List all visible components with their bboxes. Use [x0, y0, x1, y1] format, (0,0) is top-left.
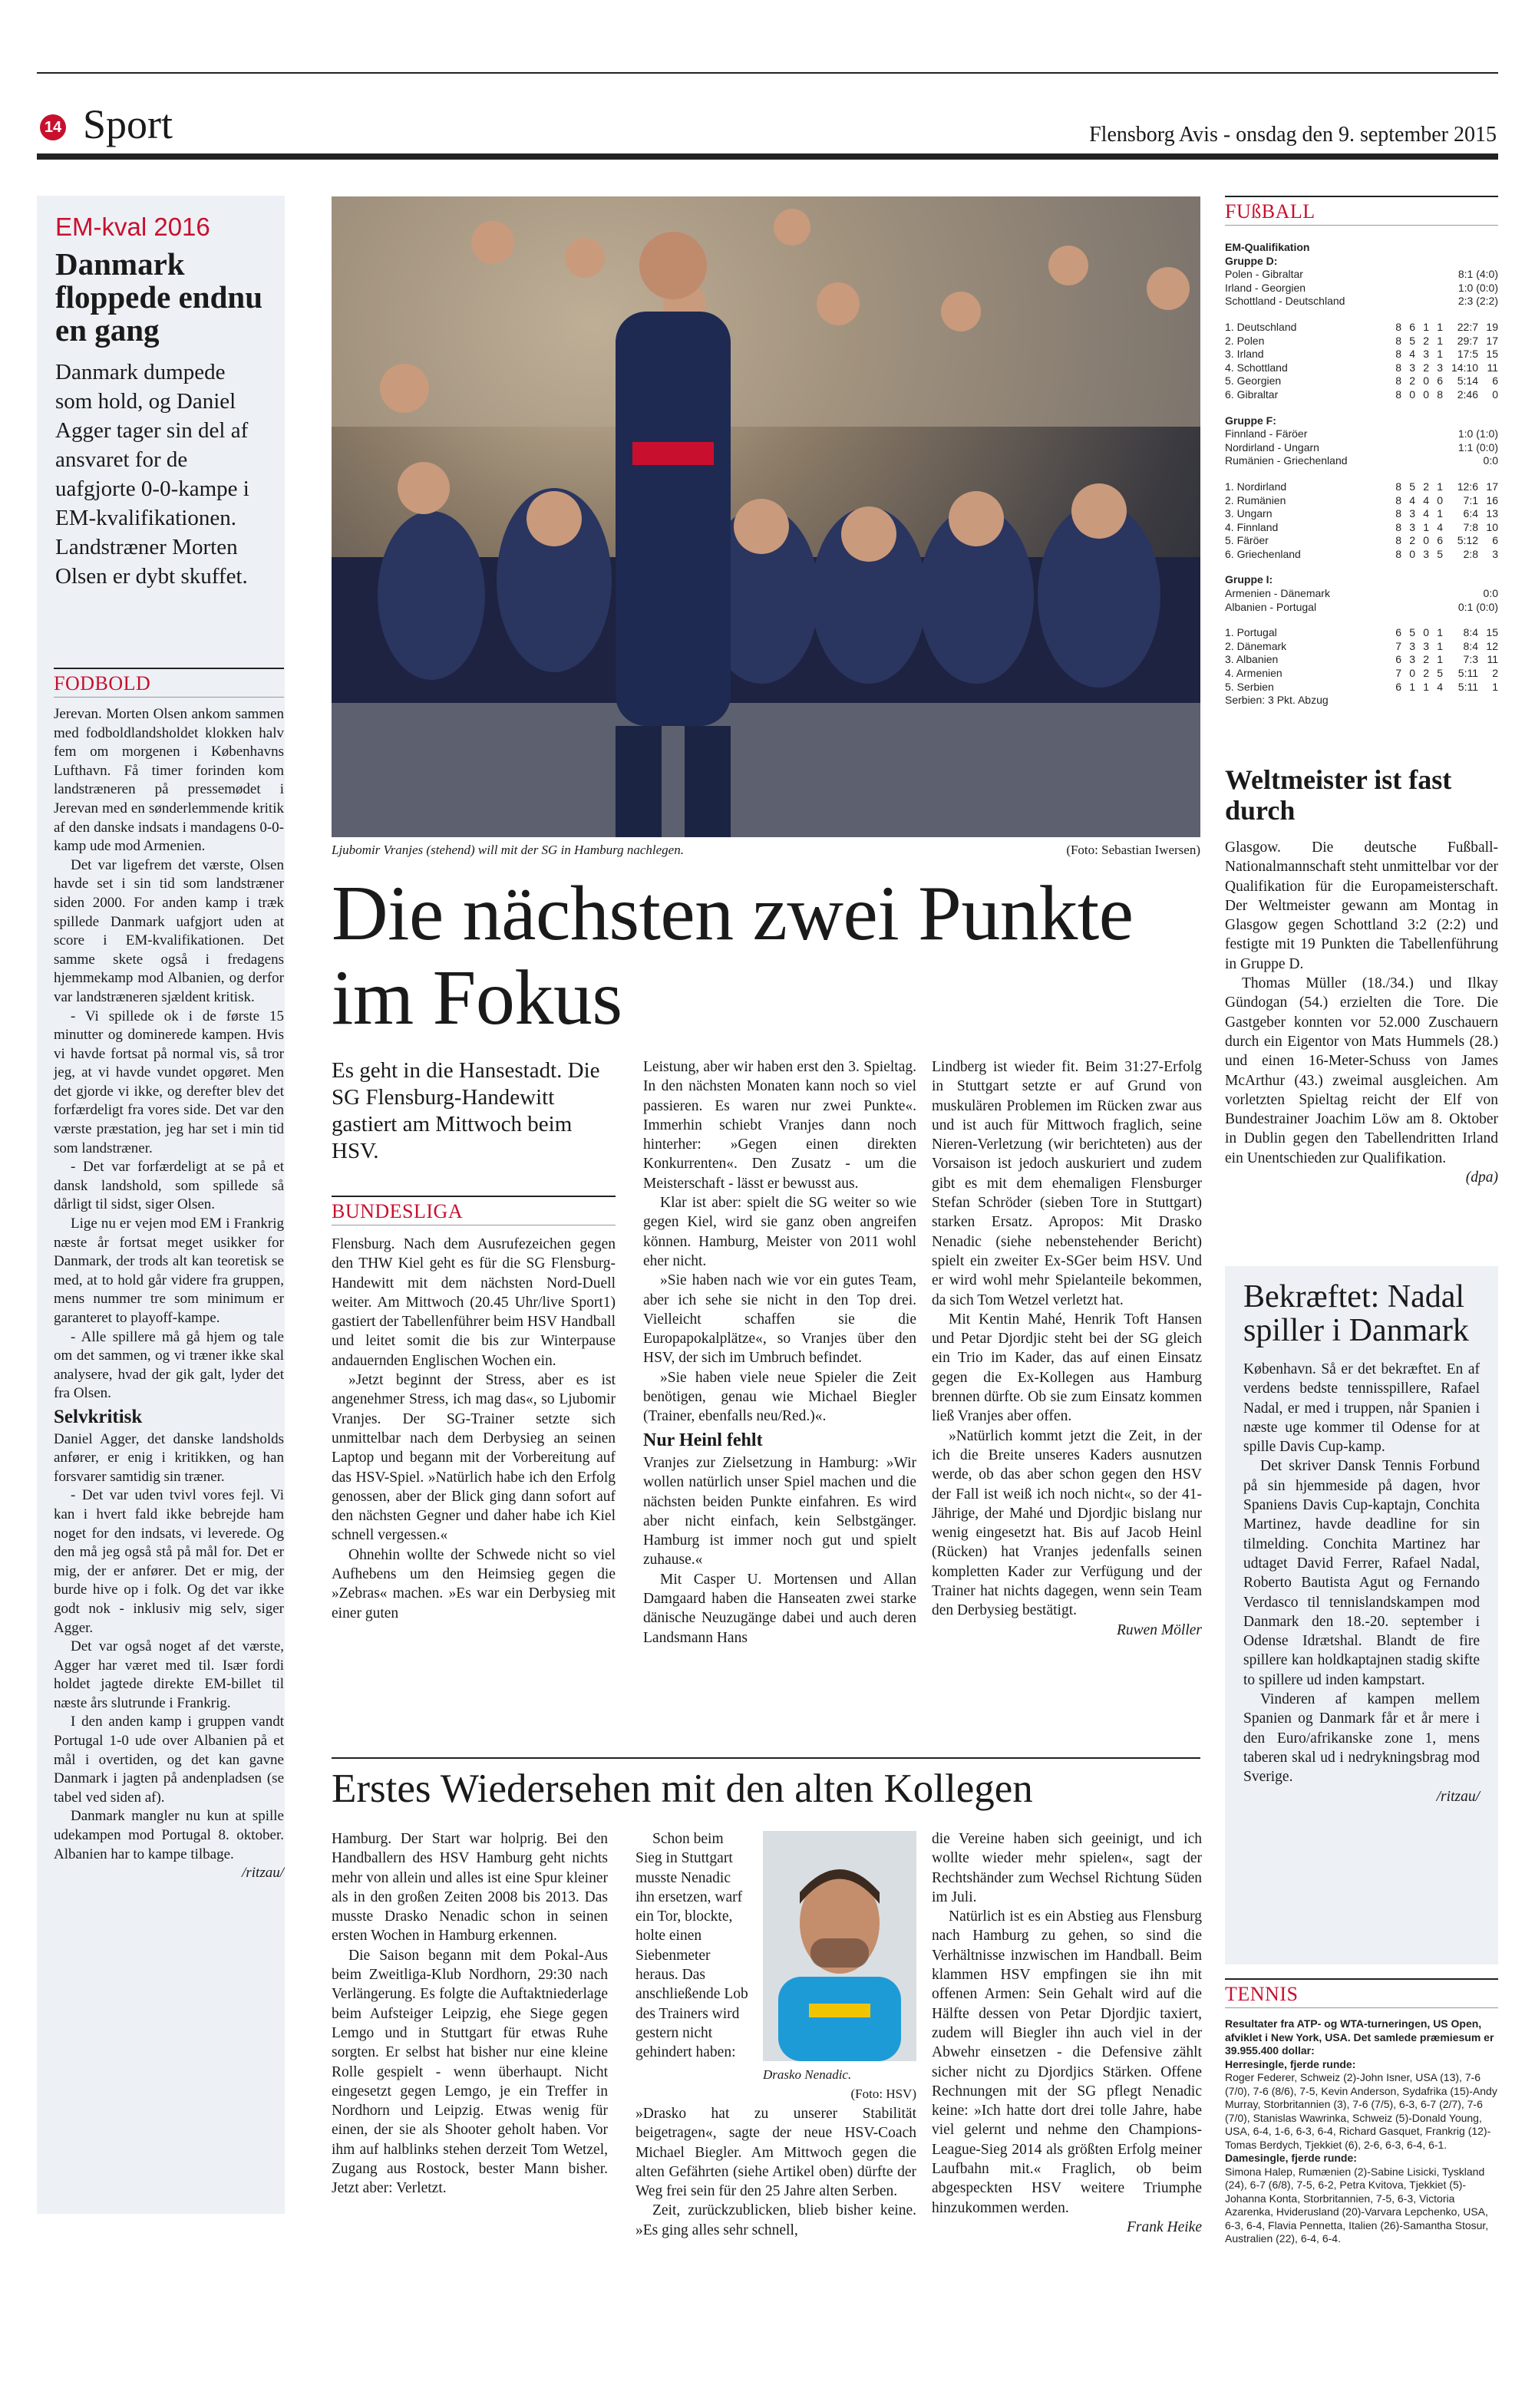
table-cell: 13: [1486, 507, 1498, 520]
table-cell: 0: [1423, 388, 1429, 401]
tennis-section-label: TENNIS: [1225, 1978, 1498, 2008]
table-cell: 12: [1486, 639, 1498, 652]
results-title: EM-Qualifikation: [1225, 241, 1310, 253]
main-col-3: [932, 1057, 1202, 1640]
table-cell: 5: [1437, 667, 1443, 680]
match-row: [1225, 427, 1498, 441]
match-score: 1:0 (1:0): [1457, 427, 1498, 440]
team-name: 2. Polen: [1225, 334, 1265, 347]
paragraph: København. Så er det bekræftet. En af verdens bedste tennisspillere, Rafael Nadal, er med i truppen, når Spanien i næste uge kommer til Odense for at spille Davis Cup-kamp.: [1243, 1361, 1480, 1456]
match-score: 0:0: [1483, 587, 1498, 600]
paragraph: Glasgow. Die deutsche Fußball-Nationalmannschaft steht unmittelbar vor der Qualifikation für die Europameisterschaft. Der Weltmeister gewann am Montag in Glasgow gegen Schottland 3:2 (2:2) und festigte mit 19 Punkten die Tabellenführung in Gruppe D.: [1225, 840, 1498, 972]
table-cell: 5:14: [1457, 374, 1478, 388]
table-cell: 1: [1423, 520, 1429, 533]
table-cell: 29:7: [1457, 334, 1478, 347]
table-cell: 5: [1437, 547, 1443, 560]
table-row: [1225, 480, 1498, 494]
team-name: 6. Griechenland: [1225, 547, 1301, 560]
table-row: [1225, 321, 1498, 335]
table-cell: 2: [1423, 361, 1429, 374]
sidebar-lead: Danmark dumpede som hold, og Daniel Agger tager sin del af ansvaret for de uafgjorte 0-0-kampe i EM-kvalifikationen. Landstræner Morten Olsen er dybt skuffet.: [55, 360, 249, 589]
nadal-box: [1225, 1266, 1498, 1964]
match-row: [1225, 441, 1498, 455]
match-score: 1:0 (0:0): [1457, 281, 1498, 294]
table-cell: 2: [1409, 534, 1415, 547]
main-lead: Es geht in die Hansestadt. Die SG Flensburg-Handewitt gastiert am Mittwoch beim HSV.: [332, 1058, 600, 1163]
table-row: [1225, 507, 1498, 521]
paragraph: Danmark mangler nu kun at spille udekampen mod Portugal 8. oktober. Albanien har to kampe tilbage.: [54, 1808, 284, 1862]
paragraph: »Jetzt beginnt der Stress, aber es ist angenehmer Stress, ich mag das«, so Ljubomir Vranjes. Der SG-Trainer setzte sich unmittelbar nach dem Derbysieg an seinen Laptop und begann mit der Vorbereitung auf das HSV-Spiel. »Natürlich habe ich den Erfolg genossen, aber der Blick ging dann sofort auf den nächsten Gegner und daher habe ich Kiel schnell vergessen.«: [332, 1372, 616, 1544]
second-col-2-top: [635, 1829, 751, 2063]
table-cell: 5: [1409, 480, 1415, 493]
table-cell: 1: [1409, 680, 1415, 693]
table-cell: 6:4: [1463, 507, 1478, 520]
paragraph: Ohnehin wollte der Schwede nicht so viel Aufhebens um den Heimsieg gegen die »Zebras« machen. »Es war ein Derbysieg mit einer guten: [332, 1546, 616, 1621]
match-teams: Nordirland - Ungarn: [1225, 440, 1319, 454]
paragraph: I den anden kamp i gruppen vandt Portugal 1-0 ude over Albanien på et mål i overtiden, og det kan gavne Danmark i jagten på andenpladsen (se tabel ved siden af).: [54, 1714, 284, 1806]
second-col-1: [332, 1829, 608, 2199]
header-rule: [37, 153, 1498, 160]
page-number-badge: 14: [40, 114, 66, 140]
table-cell: 0: [1409, 667, 1415, 680]
table-cell: 5:11: [1457, 667, 1478, 680]
table-cell: 6: [1395, 626, 1401, 639]
table-cell: 7:1: [1463, 493, 1478, 506]
paragraph: Mit Kentin Mahé, Henrik Toft Hansen und Petar Djordjic steht bei der SG gleich ein Trio im Kader, das auf einen Einsatz gegen die Ex-Kollegen aus Hamburg brennen dürfte. Ob sie zum Einsatz kommen ließ Vranjes aber offen.: [932, 1311, 1202, 1425]
sidebar-section-label: FODBOLD: [54, 668, 284, 698]
table-cell: 1: [1437, 348, 1443, 361]
paragraph: Jerevan. Morten Olsen ankom sammen med fodboldlandsholdet klokken halv fem om morgenen i Københavns Lufthavn. Få timer forinden kom landstræneren på pressemødet i Jerevan med en sønderlemmende kritik af den danske indsats i mandagens 0-0-kamp ude mod Armenien.: [54, 706, 284, 855]
match-teams: Albanien - Portugal: [1225, 600, 1317, 613]
table-cell: 3: [1409, 520, 1415, 533]
table-cell: 7:8: [1463, 520, 1478, 533]
table-cell: 1: [1437, 480, 1443, 493]
match-score: 8:1 (4:0): [1457, 268, 1498, 281]
match-row: [1225, 587, 1498, 601]
table-cell: 3: [1492, 547, 1498, 560]
table-cell: 8: [1395, 480, 1401, 493]
table-cell: 3: [1423, 348, 1429, 361]
match-teams: Finnland - Färöer: [1225, 427, 1308, 440]
paragraph: Mit Casper U. Mortensen und Allan Damgaard haben die Hanseaten zwei starke dänische Neuzugänge dabei und auch deren Landsmann Hans: [643, 1571, 916, 1646]
tennis-men-heading: Herresingle, fjerde runde:: [1225, 2057, 1356, 2070]
table-cell: 4: [1409, 348, 1415, 361]
table-cell: 12:6: [1457, 480, 1478, 493]
paragraph: Lige nu er vejen mod EM i Frankrig næste år fortsat meget usikker for Danmark, der trods alt kan teoretisk se med, at to hold går videre fra gruppen, mens nummer tre som minimum er garanteret to playoff-kampe.: [54, 1216, 284, 1326]
table-cell: 3: [1437, 361, 1443, 374]
match-row: [1225, 282, 1498, 295]
team-bench-photo-illustration: [332, 196, 1200, 837]
table-cell: 5: [1409, 334, 1415, 347]
tennis-men-results: Roger Federer, Schweiz (2)-John Isner, USA (13), 7-6 (7/0), 7-6 (8/6), 7-5, Kevin Anderson, Sydafrika (15)-Andy Murray, Storbritannien (3), 7-6 (7/5), 6-3, 6-7 (2/7), 7-6 (7/0), Stanislas Wawrinka, Schweiz (5)-Donald Young, USA, 6-4, 1-6, 6-3, 6-4, Richard Gasquet, Frankrig (12)-Tomas Berdych, Tjekkiet (6), 2-6, 6-3, 6-4, 6-1.: [1225, 2071, 1497, 2151]
table-cell: 8: [1395, 507, 1401, 520]
paragraph: Schon beim Sieg in Stuttgart musste Nenadic ihn ersetzen, warf ein Tor, blockte, holte einen Siebenmeter heraus. Das anschließende Lob des Trainers wird gestern nicht gehindert haben:: [635, 1831, 748, 2061]
paragraph: - Det var uden tvivl vores fejl. Vi kan i hvert fald ikke bebrejde ham noget for den indsats, vi leverede. Og den må jeg også stå på mål for. Det er mig, der er anfører. Det er mig, der burde hive op i folk. Og det var ikke godt nok - inklusiv mig selv, siger Agger.: [54, 1487, 284, 1636]
table-cell: 2: [1423, 334, 1429, 347]
table-cell: 16: [1486, 493, 1498, 506]
match-row: [1225, 601, 1498, 615]
paragraph: Det var også noget af det værste, Agger har været med til. Især fordi holdet jagtede direkte EM-billet til næste års slutrunde i Frankrig.: [54, 1638, 284, 1711]
table-cell: 19: [1486, 320, 1498, 333]
main-section-label: BUNDESLIGA: [332, 1196, 616, 1225]
match-score: 0:0: [1483, 454, 1498, 467]
match-score: 2:3 (2:2): [1457, 295, 1498, 308]
paragraph: Vinderen af kampen mellem Spanien og Danmark får et år mere i den Euro/afrikanske zone 1, mens taberen skal ud i nedrykningsbrag mod Sverige.: [1243, 1691, 1480, 1786]
table-row: [1225, 640, 1498, 654]
table-cell: 17: [1486, 334, 1498, 347]
group-name: Gruppe D:: [1225, 254, 1278, 267]
results-section-label: FUßBALL: [1225, 196, 1498, 226]
table-cell: 6: [1492, 374, 1498, 388]
table-row: [1225, 667, 1498, 681]
table-cell: 8: [1395, 334, 1401, 347]
table-cell: 1: [1492, 680, 1498, 693]
table-cell: 5:11: [1457, 680, 1478, 693]
table-cell: 0: [1423, 534, 1429, 547]
paragraph: Die Saison begann mit dem Pokal-Aus beim Zweitliga-Klub Nordhorn, 29:30 nach Verlängerung. Es folgte die Auftaktniederlage beim Aufsteiger Leipzig, ehe Siege gegen Lemgo und in Stuttgart für etwas Ruhe sorgten. Er selbst hat bisher nur eine kleine Rolle gespielt - wenn überhaupt. Nicht eingesetzt gegen Lemgo, je ein Treffer in Nordhorn und Leipzig. Etwas wenig für einen, der sie als Shooter geholt haben. Vor ihm auf halblinks stehen derzeit Tom Wetzel, Zugang aus Rostock, bester Mann bisher. Jetzt aber: Verletzt.: [332, 1947, 608, 2197]
paragraph: »Sie haben nach wie vor ein gutes Team, aber ich sehe sie nicht in den Top drei. Vielleicht schaffen sie die Europapokalplätze«, so Vranjes über den HSV, der sich im Umbruch befindet.: [643, 1272, 916, 1367]
table-cell: 8:4: [1463, 626, 1478, 639]
table-cell: 3: [1423, 639, 1429, 652]
table-cell: 17:5: [1457, 348, 1478, 361]
main-headline: Die nächsten zwei Punkte im Fokus: [332, 870, 1134, 1041]
team-name: 5. Färöer: [1225, 534, 1269, 547]
table-cell: 1: [1437, 507, 1443, 520]
paragraph: Det skriver Dansk Tennis Forbund på sin hjemmeside på dagen, hvor Spaniens Davis Cup-kaptajn, Conchita Martinez, havde deadline for sin tilmelding. Conchita Martinez har udtaget David Ferrer, Rafael Nadal, Roberto Bautista Agut og Fernando Verdasco til tennislandskampen mod Danmark den 18.-20. september i Odense Idrætshal. Blandt de fire spillere kan holdkaptajnen stadig skifte to spillere ud inden kampstart.: [1243, 1458, 1480, 1688]
match-row: [1225, 295, 1498, 308]
table-cell: 2: [1492, 667, 1498, 680]
table-cell: 15: [1486, 626, 1498, 639]
team-name: 3. Ungarn: [1225, 507, 1273, 520]
player-portrait-illustration: [763, 1831, 916, 2061]
paragraph: »Sie haben viele neue Spieler die Zeit benötigen, genau wie Michael Biegler (Trainer, ebenfalls neu/Red.)«.: [643, 1369, 916, 1425]
table-cell: 6: [1437, 374, 1443, 388]
table-cell: 1: [1423, 680, 1429, 693]
spacer: [1225, 614, 1498, 626]
table-row: [1225, 361, 1498, 375]
table-row: [1225, 374, 1498, 388]
table-row: [1225, 348, 1498, 361]
paragraph: »Drasko hat zu unserer Stabilität beigetragen«, sagte der neue HSV-Coach Michael Biegler. Am Mittwoch gegen die alten Gefährten (siehe Artikel oben) dürfte der Weg frei sein für den 25 Jahre alten Serben.: [635, 2106, 916, 2200]
weltmeister-headline: Weltmeister ist fast durch: [1225, 764, 1452, 826]
second-col-2-bottom: [635, 2104, 916, 2240]
table-cell: 1: [1437, 639, 1443, 652]
paragraph: - Vi spillede ok i de første 15 minutter og dominerede kampen. Hvis vi havde fortsat på normal vis, så tror jeg, at vi havde vundet opgøret. Men det gjorde vi ikke, og derefter blev det forfærdeligt fra vores side. Det var den værste præstation, jeg har set i min tid som landstræner.: [54, 1008, 284, 1156]
spacer: [1225, 561, 1498, 573]
sidebar-article: [54, 668, 284, 1883]
table-cell: 4: [1409, 493, 1415, 506]
main-subhead: Nur Heinl fehlt: [643, 1430, 763, 1450]
table-cell: 11: [1487, 653, 1498, 666]
table-cell: 14:10: [1451, 361, 1478, 374]
table-cell: 7: [1395, 667, 1401, 680]
table-cell: 0: [1492, 388, 1498, 401]
table-note: Serbien: 3 Pkt. Abzug: [1225, 694, 1329, 707]
sidebar-body: [54, 705, 284, 1883]
table-cell: 2: [1423, 480, 1429, 493]
paragraph: Flensburg. Nach dem Ausrufezeichen gegen den THW Kiel geht es für die SG Flensburg-Handewitt mit dem nächsten Nord-Duell weiter. Am Mittwoch (20.45 Uhr/live Sport1) gastiert der Tabellenführer beim HSV Handball und leitet somit die bis zur Winterpause andauernden Englischen Wochen ein.: [332, 1236, 616, 1369]
match-teams: Schottland - Deutschland: [1225, 295, 1345, 308]
table-cell: 4: [1437, 520, 1443, 533]
table-cell: 10: [1486, 520, 1498, 533]
top-rule: [37, 72, 1498, 74]
sidebar-subhead: Selvkritisk: [54, 1406, 143, 1427]
paper-dateline: Flensborg Avis - onsdag den 9. september 2015: [1089, 123, 1497, 147]
tennis-results: [1225, 2017, 1498, 2246]
table-cell: 1: [1423, 320, 1429, 333]
table-cell: 0: [1423, 626, 1429, 639]
table-row: [1225, 494, 1498, 508]
nadal-headline: Bekræftet: Nadal spiller i Danmark: [1243, 1279, 1469, 1348]
table-cell: 7:3: [1463, 653, 1478, 666]
tennis-intro: Resultater fra ATP- og WTA-turneringen, US Open, afviklet i New York, USA. Det samlede præmiesum er 39.955.400 dollar:: [1225, 2017, 1494, 2057]
group-name: Gruppe F:: [1225, 414, 1276, 427]
table-cell: 0: [1409, 388, 1415, 401]
table-cell: 3: [1409, 639, 1415, 652]
paragraph: Vranjes zur Zielsetzung in Hamburg: »Wir wollen natürlich unser Spiel machen und die nächsten beiden Punkte einfahren. Es wird aber nicht einfach, kein Selbstgänger. Hamburg ist immer noch gut und spielt zuhause.«: [643, 1454, 916, 1568]
team-name: 6. Gibraltar: [1225, 388, 1279, 401]
nadal-body: [1225, 1347, 1498, 1806]
table-cell: 1: [1437, 320, 1443, 333]
sidebar-headline: Danmark floppede endnu en gang: [55, 246, 263, 348]
match-score: 1:1 (0:0): [1457, 440, 1498, 454]
match-teams: Rumänien - Griechenland: [1225, 454, 1348, 467]
section-title: Sport: [83, 101, 173, 147]
tennis-block: [1225, 1978, 1498, 2246]
table-cell: 6: [1437, 534, 1443, 547]
weltmeister-body: [1225, 838, 1498, 1187]
photo-credit: (Foto: Sebastian Iwersen): [1066, 843, 1200, 857]
table-row: [1225, 388, 1498, 402]
sidebar-signature: /ritzau/: [242, 1865, 284, 1882]
table-cell: 4: [1437, 680, 1443, 693]
player-portrait-photo: [763, 1831, 916, 2061]
table-cell: 6: [1409, 320, 1415, 333]
table-cell: 2: [1423, 653, 1429, 666]
table-row: [1225, 626, 1498, 640]
spacer: [1225, 308, 1498, 321]
table-cell: 5: [1409, 626, 1415, 639]
table-row: [1225, 521, 1498, 535]
second-signature: Frank Heike: [1127, 2218, 1202, 2235]
table-cell: 22:7: [1457, 320, 1478, 333]
second-article-rule: [332, 1757, 1200, 1759]
team-name: 2. Rumänien: [1225, 493, 1286, 506]
table-cell: 8: [1395, 348, 1401, 361]
table-cell: 8: [1395, 388, 1401, 401]
team-name: 4. Schottland: [1225, 361, 1288, 374]
match-teams: Irland - Georgien: [1225, 281, 1306, 294]
main-col-1-text: [332, 1235, 616, 1623]
right-column: [1225, 196, 1498, 708]
paragraph: Hamburg. Der Start war holprig. Bei den Handballern des HSV Hamburg geht nichts mehr von allein und alles ist eine Spur kleiner als in den großen Zeiten 2008 bis 2013. Das musste Drasko Nenadic schon in seinen ersten Wochen in Hamburg erkennen.: [332, 1831, 608, 1945]
table-cell: 8: [1395, 520, 1401, 533]
table-cell: 2:46: [1457, 388, 1478, 401]
table-cell: 8: [1395, 547, 1401, 560]
table-cell: 2: [1409, 374, 1415, 388]
match-score: 0:1 (0:0): [1457, 600, 1498, 613]
sidebar-kicker: EM-kval 2016: [55, 213, 210, 241]
team-name: 1. Portugal: [1225, 626, 1277, 639]
table-cell: 8: [1437, 388, 1443, 401]
table-cell: 1: [1437, 626, 1443, 639]
main-col-2: [643, 1057, 916, 1648]
table-cell: 8: [1395, 534, 1401, 547]
paragraph: Lindberg ist wieder fit. Beim 31:27-Erfolg in Stuttgart setzte er auf Grund von muskulären Problemen im Rücken zwar aus und ist auch für Mittwoch fraglich, seine Nieren-Verletzung (wir berichteten) aus der Vorsaison ist jedoch auskuriert und zudem gibt es mit dem ehemaligen Flensburger Stefan Schröder (sieben Tore in Stuttgart) starken Ersatz. Apropos: Mit Drasko Nenadic (siehe nebenstehender Bericht) spielt ein zweiter Ex-SGer beim HSV. Und er wird wohl mehr Spielanteile bekommen, da sich Tom Wetzel verletzt hat.: [932, 1059, 1202, 1308]
table-cell: 6: [1395, 680, 1401, 693]
paragraph: Klar ist aber: spielt die SG weiter so wie gegen Kiel, wird sie ganz oben angreifen können. Hamburg, Meister von 2011 wohl eher nicht.: [643, 1195, 916, 1269]
table-cell: 4: [1423, 493, 1429, 506]
paragraph: - Alle spillere må gå hjem og tale om det sammen, og vi træner ikke skal analysere, hvad der gik galt, lyder det fra Olsen.: [54, 1328, 284, 1402]
results-block: [1225, 241, 1498, 708]
player-photo-credit: (Foto: HSV): [850, 2086, 916, 2101]
table-cell: 2: [1423, 667, 1429, 680]
weltmeister-signature: (dpa): [1465, 1169, 1498, 1186]
table-row: [1225, 335, 1498, 348]
table-cell: 3: [1409, 507, 1415, 520]
match-teams: Polen - Gibraltar: [1225, 268, 1303, 281]
table-cell: 7: [1395, 639, 1401, 652]
table-row: [1225, 534, 1498, 548]
team-name: 3. Irland: [1225, 348, 1264, 361]
table-row: [1225, 653, 1498, 667]
table-cell: 8: [1395, 361, 1401, 374]
player-photo-caption: Drasko Nenadic.: [763, 2067, 852, 2082]
match-teams: Armenien - Dänemark: [1225, 587, 1330, 600]
table-cell: 0: [1423, 374, 1429, 388]
paragraph: Daniel Agger, det danske landsholds anfører, er enig i kritikken, og han forsvarer samtidig sin træner.: [54, 1430, 284, 1485]
table-cell: 1: [1437, 653, 1443, 666]
main-signature: Ruwen Möller: [1116, 1621, 1202, 1638]
table-cell: 6: [1492, 534, 1498, 547]
nadal-signature: /ritzau/: [1436, 1788, 1480, 1805]
team-name: 2. Dänemark: [1225, 639, 1287, 652]
match-row: [1225, 268, 1498, 282]
table-cell: 8:4: [1463, 639, 1478, 652]
table-cell: 15: [1486, 348, 1498, 361]
table-cell: 2:8: [1463, 547, 1478, 560]
spacer: [1225, 402, 1498, 414]
table-cell: 1: [1437, 334, 1443, 347]
team-name: 3. Albanien: [1225, 653, 1279, 666]
table-cell: 3: [1409, 361, 1415, 374]
team-name: 4. Finnland: [1225, 520, 1279, 533]
team-name: 1. Nordirland: [1225, 480, 1287, 493]
second-col-3: [932, 1829, 1202, 2237]
table-cell: 8: [1395, 493, 1401, 506]
group-name: Gruppe I:: [1225, 573, 1273, 586]
tennis-women-heading: Damesingle, fjerde runde:: [1225, 2152, 1357, 2164]
spacer: [1225, 468, 1498, 480]
main-col-1: [332, 1057, 616, 1623]
table-cell: 6: [1395, 653, 1401, 666]
team-name: 5. Serbien: [1225, 680, 1274, 693]
paragraph: Leistung, aber wir haben erst den 3. Spieltag. In den nächsten Monaten kann noch so viel passieren. Es waren nur zwei Punkte«. Immerhin schiebt Vranjes dann noch hinterher: »Gegen einen direkten Konkurrenten«. Den Zusatz - um die Meisterschaft - lässt er bewusst aus.: [643, 1059, 916, 1192]
team-name: 5. Georgien: [1225, 374, 1282, 388]
table-row: [1225, 548, 1498, 562]
table-cell: 11: [1487, 361, 1498, 374]
team-bench-photo: [332, 196, 1200, 837]
paragraph: - Det var forfærdeligt at se på et dansk landshold, som spillede så dårligt til sidst, siger Olsen.: [54, 1159, 284, 1213]
tennis-women-results: Simona Halep, Rumænien (2)-Sabine Lisicki, Tyskland (24), 6-7 (6/8), 7-5, 6-2, Petra Kvitova, Tjekkiet (5)-Johanna Konta, Storbritannien, 7-5, 6-3, Victoria Azarenka, Hviderusland (20)-Varvara Lepchenko, USA, 6-3, 6-4, Flavia Pennetta, Italien (26)-Samantha Stosur, Australien (22), 6-4, 6-4.: [1225, 2165, 1489, 2245]
team-name: 4. Armenien: [1225, 667, 1282, 680]
table-cell: 17: [1486, 480, 1498, 493]
table-cell: 0: [1409, 547, 1415, 560]
match-row: [1225, 454, 1498, 468]
paragraph: Natürlich ist es ein Abstieg aus Flensburg nach Hamburg zu gehen, so sind die Verhältnisse inzwischen im Handball. Beim klammen HSV empfingen sie ihn mit offenen Armen: Sein Gehalt wird auf die Hälfte dessen von Petar Djordjic taxiert, zudem will Biegler ihn auch viel in der Abwehr einsetzen - die Defensive zählt sicher nicht zu Djordjics Stärken. Offene Rechnungen mit der SG pflegt Nenadic keine: »Ich hatte dort drei tolle Jahre, habe viel gelernt und nehme den Champions-League-Sieg 2014 als größten Erfolg meiner Laufbahn mit.« Fraglich, ob beim abgespeckten HSV weitere Triumphe hinzukommen werden.: [932, 1908, 1202, 2216]
table-row: [1225, 681, 1498, 694]
paragraph: die Vereine haben sich geeinigt, und ich wollte wieder mehr spielen«, sagt der Rechtshänder zum Wechsel Richtung Süden im Juli.: [932, 1831, 1202, 1905]
team-name: 1. Deutschland: [1225, 320, 1297, 333]
paragraph: Thomas Müller (18./34.) und Ilkay Gündogan (54.) erzielten die Tore. Die Gastgeber konnten vor 52.000 Zuschauern durch ein Eigentor von Mats Hummels (28.) und einen 16-Meter-Schuss von James McArthur (43.) zweimal ausgleichen. Am vorletzten Spieltag reicht der Elf von Bundestrainer Joachim Löw am 8. Oktober in Dublin gegen den Tabellendritten Irland ein Unentschieden zur Qualifikation.: [1225, 975, 1498, 1166]
table-cell: 3: [1423, 547, 1429, 560]
photo-caption: Ljubomir Vranjes (stehend) will mit der SG in Hamburg nachlegen.: [332, 843, 684, 857]
paragraph: Det var ligefrem det værste, Olsen havde set i sin tid som landstræner siden 2000. For anden kamp i træk spillede Danmark uafgjort uden at score i EM-kvalifikationen. Det samme skete også i fredagens hjemmekamp mod Albanien, og derfor var landstræneren sjældent kritisk.: [54, 856, 284, 1005]
table-cell: 8: [1395, 320, 1401, 333]
table-cell: 3: [1409, 653, 1415, 666]
table-cell: 4: [1423, 507, 1429, 520]
table-cell: 8: [1395, 374, 1401, 388]
second-headline: Erstes Wiedersehen mit den alten Kollegen: [332, 1766, 1033, 1811]
paragraph: »Natürlich kommt jetzt die Zeit, in der ich die Breite unseres Kaders ausnutzen werde, ob das aber schon gegen den HSV der Fall ist weiß ich noch nicht«, so der 41-Jährige, der Mahé und Djordjic bislang nur wenig eingesetzt hat. Bis auf Jacob Heinl (Rücken) hat Vranjes jedenfalls seinen kompletten Kader zur Verfügung und der Trainer hat nichts dagegen, wenn sein Team den Derbysieg bestätigt.: [932, 1427, 1202, 1619]
table-cell: 5:12: [1457, 534, 1478, 547]
paragraph: Zeit, zurückzublicken, blieb bisher keine. »Es ging alles sehr schnell,: [635, 2202, 916, 2238]
table-cell: 0: [1437, 493, 1443, 506]
